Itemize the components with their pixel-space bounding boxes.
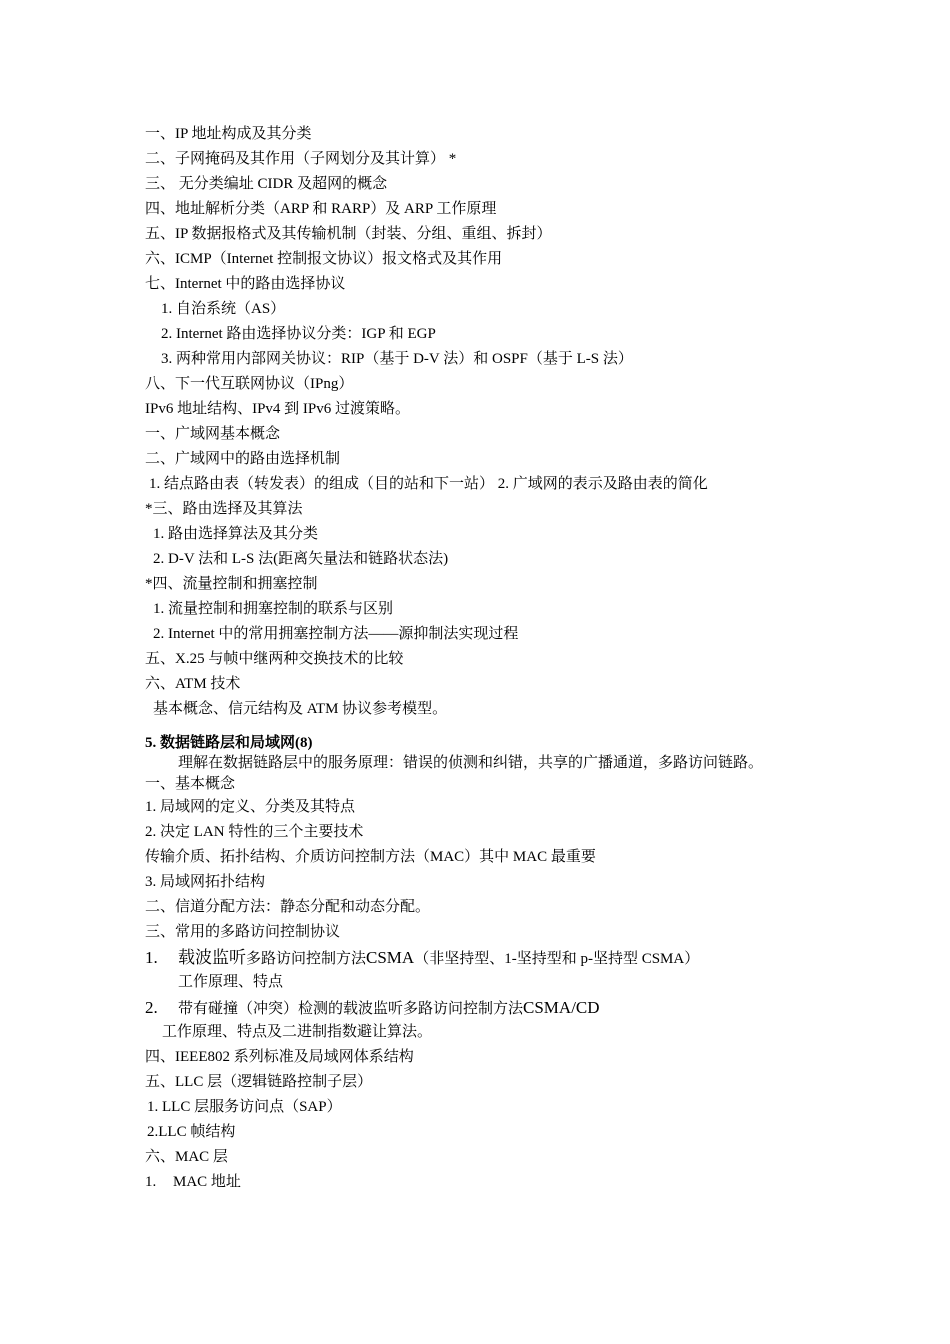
text-line: 六、ICMP（Internet 控制报文协议）报文格式及其作用 (145, 251, 503, 267)
text-line: 2.LLC 帧结构 (147, 1124, 236, 1140)
text-line: 五、LLC 层（逻辑链路控制子层） (145, 1074, 373, 1090)
item-number: 2. (145, 998, 158, 1017)
item-text: CSMA (366, 948, 415, 967)
text-line: 2. Internet 路由选择协议分类：IGP 和 EGP (161, 326, 436, 342)
item-text: （非坚持型、1-坚持型和 p-坚持型 CSMA） (414, 951, 700, 967)
numbered-item (145, 1170, 845, 1195)
spacer (145, 722, 845, 734)
item-text: 载波监听 (178, 948, 246, 967)
text-line: 五、X.25 与帧中继两种交换技术的比较 (145, 651, 404, 667)
item-number: 1. (145, 948, 158, 967)
text-line: 1. 局域网的定义、分类及其特点 (145, 799, 356, 815)
numbered-item (145, 995, 845, 1020)
text-line: 二、信道分配方法：静态分配和动态分配。 (145, 899, 431, 915)
item-text: MAC 地址 (173, 1174, 241, 1190)
text-line: 六、ATM 技术 (145, 676, 241, 692)
text-line: 1. 自治系统（AS） (161, 301, 286, 317)
document-page (145, 122, 845, 1195)
text-line: 五、IP 数据报格式及其传输机制（封装、分组、重组、拆封） (145, 226, 552, 242)
item-subtext: 工作原理、特点 (178, 974, 284, 990)
text-line: 一、广域网基本概念 (145, 426, 281, 442)
text-line: 八、下一代互联网协议（IPng） (145, 376, 354, 392)
text-line: 三、常用的多路访问控制协议 (145, 924, 341, 940)
text-line: *三、路由选择及其算法 (145, 501, 303, 517)
text-line: *四、流量控制和拥塞控制 (145, 576, 318, 592)
text-line: 3. 局域网拓扑结构 (145, 874, 266, 890)
text-line: 一、IP 地址构成及其分类 (145, 126, 312, 142)
text-line: 二、广域网中的路由选择机制 (145, 451, 341, 467)
section-intro: 理解在数据链路层中的服务原理：错误的侦测和纠错，共享的广播通道，多路访问链路。 (178, 755, 764, 771)
text-line: 传输介质、拓扑结构、介质访问控制方法（MAC）其中 MAC 最重要 (145, 849, 596, 865)
item-subtext: 工作原理、特点及二进制指数避让算法。 (162, 1024, 433, 1040)
text-line: 二、子网掩码及其作用（子网划分及其计算） * (145, 151, 457, 167)
item-text: 带有碰撞（冲突）检测的载波监听多路访问控制方法 (178, 1001, 524, 1017)
text-line: 基本概念、信元结构及 ATM 协议参考模型。 (153, 701, 448, 717)
text-line: 2. Internet 中的常用拥塞控制方法——源抑制法实现过程 (153, 626, 519, 642)
text-line: 四、地址解析分类（ARP 和 RARP）及 ARP 工作原理 (145, 201, 497, 217)
text-line: 1. 结点路由表（转发表）的组成（目的站和下一站） 2. 广域网的表示及路由表的简化 (149, 476, 708, 492)
item-text: CSMA/CD (523, 998, 600, 1017)
text-line: 四、IEEE802 系列标准及局域网体系结构 (145, 1049, 414, 1065)
text-line: 3. 两种常用内部网关协议：RIP（基于 D-V 法）和 OSPF（基于 L-S 法） (161, 351, 633, 367)
item-text: 多路访问控制方法 (246, 951, 367, 967)
text-line: 1. 路由选择算法及其分类 (153, 526, 319, 542)
text-line: 2. D-V 法和 L-S 法(距离矢量法和链路状态法) (153, 551, 449, 567)
text-line: 1. LLC 层服务访问点（SAP） (147, 1099, 342, 1115)
section-heading: 5. 数据链路层和局域网(8) (145, 735, 313, 751)
text-line: 1. 流量控制和拥塞控制的联系与区别 (153, 601, 394, 617)
text-line: 一、基本概念 (145, 776, 236, 792)
item-number: 1. (145, 1174, 157, 1190)
text-line: 2. 决定 LAN 特性的三个主要技术 (145, 824, 364, 840)
text-line: IPv6 地址结构、IPv4 到 IPv6 过渡策略。 (145, 401, 411, 417)
text-line: 七、Internet 中的路由选择协议 (145, 276, 346, 292)
text-line: 三、 无分类编址 CIDR 及超网的概念 (145, 176, 388, 192)
numbered-item (145, 945, 845, 970)
text-line: 六、MAC 层 (145, 1149, 228, 1165)
